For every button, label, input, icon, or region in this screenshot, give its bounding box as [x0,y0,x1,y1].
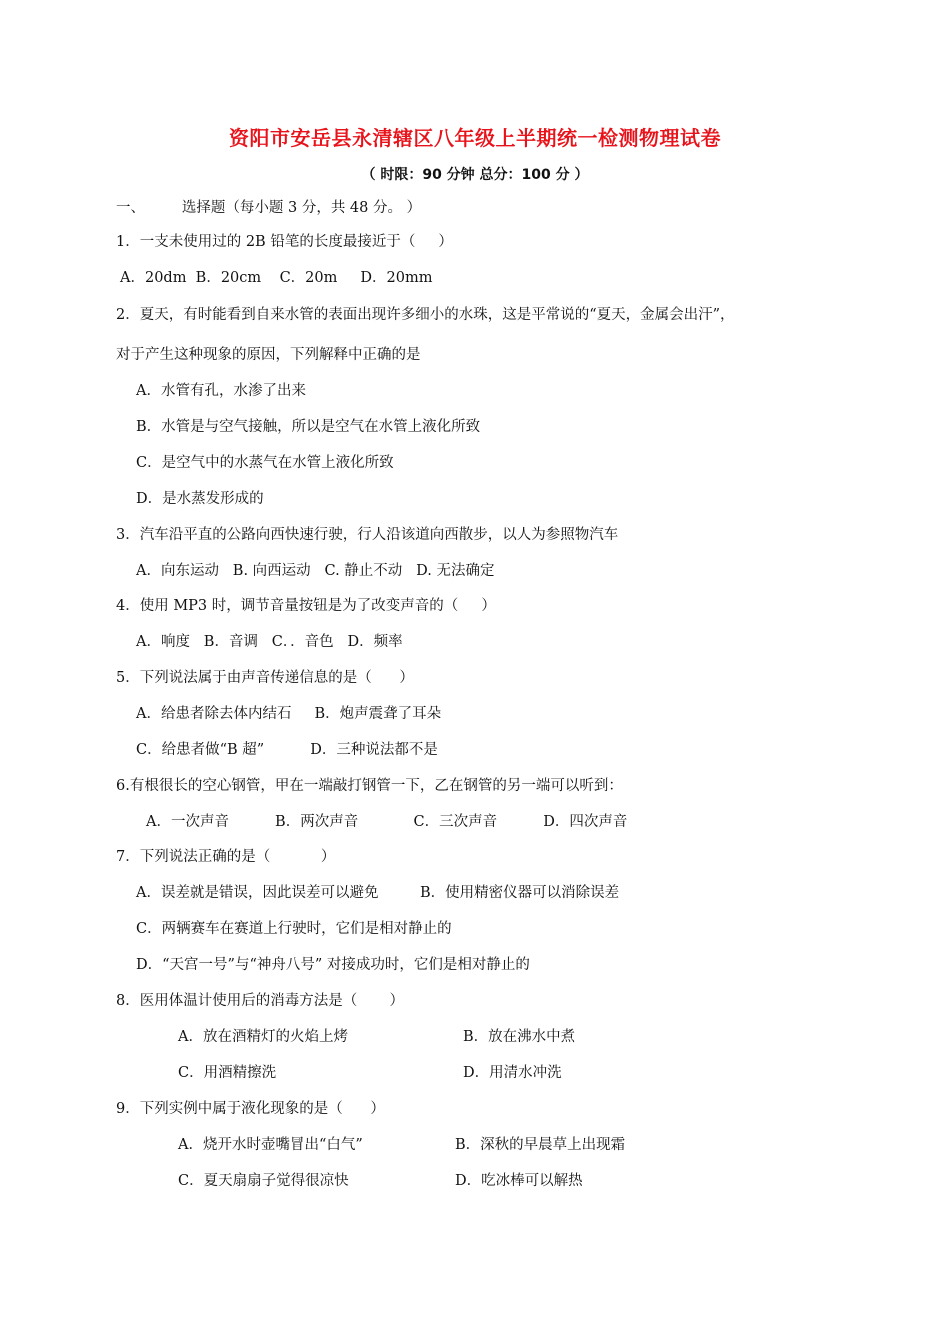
q9-option-a: A．烧开水时壶嘴冒出“白气” [178,1137,363,1153]
q7-option-c: C．两辆赛车在赛道上行驶时，它们是相对静止的 [136,921,452,937]
q6-stem: 6.有根很长的空心钢管，甲在一端敲打钢管一下，乙在钢管的另一端可以听到： [116,778,623,794]
q7-options-ab: A．误差就是错误，因此误差可以避免 B．使用精密仪器可以消除误差 [136,885,620,901]
q4-stem: 4．使用 MP3 时，调节音量按钮是为了改变声音的（ ） [116,598,496,614]
q7-stem: 7．下列说法正确的是（ ） [116,849,336,865]
q9-stem: 9．下列实例中属于液化现象的是（ ） [116,1101,385,1117]
q6-options: A．一次声音 B．两次声音 C．三次声音 D．四次声音 [146,814,628,830]
q8-option-c: C．用酒精擦洗 [178,1065,277,1081]
exam-title: 资阳市安岳县永清辖区八年级上半期统一检测物理试卷 [229,126,721,150]
q8-option-b: B．放在沸水中煮 [463,1029,576,1045]
q9-option-d: D．吃冰棒可以解热 [455,1173,583,1189]
q7-option-d: D．“天宫一号”与“神舟八号” 对接成功时，它们是相对静止的 [136,957,530,973]
q3-stem: 3．汽车沿平直的公路向西快速行驶，行人沿该道向西散步，以人为参照物汽车 [116,527,619,543]
q8-stem: 8．医用体温计使用后的消毒方法是（ ） [116,993,404,1009]
q1-options: A．20dm B．20cm C．20m D．20mm [120,270,433,286]
q9-option-b: B．深秋的早晨草上出现霜 [455,1137,626,1153]
q8-option-d: D．用清水冲洗 [463,1065,562,1081]
q2-option-b: B．水管是与空气接触，所以是空气在水管上液化所致 [136,419,481,435]
q2-stem-line1: 2．夏天，有时能看到自来水管的表面出现许多细小的水珠，这是平常说的“夏天，金属会出汗”， [116,307,735,323]
q5-options-cd: C．给患者做“B 超” D．三种说法都不是 [136,742,438,758]
section-heading: 一、 选择题（每小题 3 分，共 48 分。 ） [116,200,422,216]
q8-option-a: A．放在酒精灯的火焰上烤 [178,1029,348,1045]
q4-options: A．响度 B．音调 C．．音色 D．频率 [136,634,403,650]
q2-option-d: D．是水蒸发形成的 [136,491,264,507]
q9-option-c: C．夏天扇扇子觉得很凉快 [178,1173,349,1189]
q3-options: A．向东运动 B. 向西运动 C. 静止不动 D. 无法确定 [136,563,495,579]
q5-options-ab: A．给患者除去体内结石 B．炮声震聋了耳朵 [136,706,442,722]
q1-stem: 1．一支未使用过的 2B 铅笔的长度最接近于（ ） [116,234,453,250]
q2-option-c: C．是空气中的水蒸气在水管上液化所致 [136,455,394,471]
q5-stem: 5．下列说法属于由声音传递信息的是（ ） [116,670,414,686]
exam-subtitle: （ 时限：90 分钟 总分：100 分 ） [361,167,589,183]
q2-option-a: A．水管有孔，水渗了出来 [136,383,306,399]
q2-stem-line2: 对于产生这种现象的原因，下列解释中正确的是 [116,347,421,363]
